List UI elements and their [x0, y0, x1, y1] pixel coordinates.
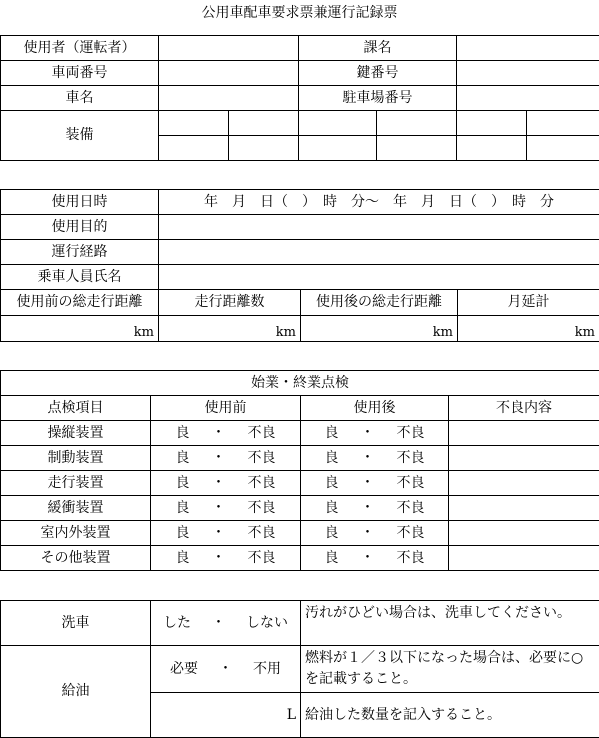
inspection-row	[1, 546, 599, 571]
bad-option[interactable]: 不良	[397, 425, 425, 442]
good-option[interactable]: 良	[176, 475, 190, 492]
separator-dot: ・	[361, 475, 375, 492]
bad-option[interactable]: 不良	[248, 500, 276, 517]
monthly-total-field[interactable]: km	[458, 316, 599, 342]
good-option[interactable]: 良	[325, 475, 339, 492]
separator-dot: ・	[361, 450, 375, 467]
inspection-after-options[interactable]	[301, 446, 449, 471]
purpose-field[interactable]	[159, 215, 599, 240]
liter-field[interactable]: L	[151, 693, 301, 738]
fuel-label: 給油	[1, 646, 151, 738]
parking-no-label: 駐車場番号	[299, 86, 457, 111]
inspection-row	[1, 446, 599, 471]
distance-field[interactable]: km	[159, 316, 301, 342]
separator-dot: ・	[212, 615, 226, 632]
inspection-before-options[interactable]	[151, 521, 301, 546]
bad-option[interactable]: 不良	[248, 450, 276, 467]
equipment-field[interactable]	[457, 136, 527, 161]
odo-after-field[interactable]: km	[301, 316, 458, 342]
inspection-before-options[interactable]	[151, 446, 301, 471]
datetime-field[interactable]	[159, 190, 599, 215]
fuel-options[interactable]	[151, 646, 301, 693]
odo-before-label: 使用前の総走行距離	[1, 290, 159, 316]
defect-field[interactable]	[449, 471, 599, 496]
inspection-table	[0, 370, 599, 571]
liter-note: 給油した数量を記入すること。	[301, 693, 599, 738]
good-option[interactable]: 良	[176, 550, 190, 567]
inspection-item-label: 制動装置	[1, 446, 151, 471]
inspection-after-options[interactable]	[301, 471, 449, 496]
good-option[interactable]: 良	[325, 525, 339, 542]
bad-option[interactable]: 不良	[248, 425, 276, 442]
bad-option[interactable]: 不良	[397, 450, 425, 467]
dept-field[interactable]	[457, 36, 599, 61]
equipment-field[interactable]	[159, 136, 229, 161]
separator-dot: ・	[212, 500, 226, 517]
wash-note: 汚れがひどい場合は、洗車してください。	[301, 601, 599, 646]
inspection-header: 始業・終業点検	[1, 371, 599, 396]
inspection-after-options[interactable]	[301, 421, 449, 446]
inspection-after-options[interactable]	[301, 496, 449, 521]
key-no-label: 鍵番号	[299, 61, 457, 86]
wash-not-option[interactable]: しない	[246, 615, 288, 632]
distance-label: 走行距離数	[159, 290, 301, 316]
equipment-field[interactable]	[377, 111, 457, 136]
inspection-row	[1, 496, 599, 521]
equipment-field[interactable]	[299, 111, 377, 136]
monthly-total-label: 月延計	[458, 290, 599, 316]
purpose-label: 使用目的	[1, 215, 159, 240]
defect-field[interactable]	[449, 446, 599, 471]
vehicle-info-table	[0, 35, 599, 161]
wash-fuel-table	[0, 600, 599, 738]
inspection-item-label: 緩衝装置	[1, 496, 151, 521]
vehicle-no-field[interactable]	[159, 61, 299, 86]
inspection-before-options[interactable]	[151, 471, 301, 496]
good-option[interactable]: 良	[325, 550, 339, 567]
user-label: 使用者（運転者）	[1, 36, 159, 61]
equipment-field[interactable]	[527, 136, 599, 161]
inspection-row	[1, 471, 599, 496]
fuel-needed-option[interactable]: 必要	[170, 661, 198, 678]
equipment-field[interactable]	[299, 136, 377, 161]
datetime-template: 年 月 日（ ） 時 分〜 年 月 日（ ） 時 分	[204, 194, 554, 211]
datetime-label: 使用日時	[1, 190, 159, 215]
passengers-label: 乗車人員氏名	[1, 265, 159, 290]
good-option[interactable]: 良	[325, 450, 339, 467]
bad-option[interactable]: 不良	[248, 475, 276, 492]
separator-dot: ・	[212, 475, 226, 492]
route-field[interactable]	[159, 240, 599, 265]
col-after-header: 使用後	[301, 396, 449, 421]
col-item-header: 点検項目	[1, 396, 151, 421]
defect-field[interactable]	[449, 421, 599, 446]
separator-dot: ・	[212, 450, 226, 467]
car-name-field[interactable]	[159, 86, 299, 111]
bad-option[interactable]: 不良	[248, 525, 276, 542]
fuel-unneeded-option[interactable]: 不用	[253, 661, 281, 678]
inspection-before-options[interactable]	[151, 546, 301, 571]
separator-dot: ・	[361, 425, 375, 442]
form-title: 公用車配車要求票兼運行記録票	[0, 2, 599, 22]
separator-dot: ・	[212, 425, 226, 442]
wash-options[interactable]	[151, 601, 301, 646]
route-label: 運行経路	[1, 240, 159, 265]
good-option[interactable]: 良	[176, 425, 190, 442]
bad-option[interactable]: 不良	[397, 550, 425, 567]
good-option[interactable]: 良	[176, 450, 190, 467]
bad-option[interactable]: 不良	[248, 550, 276, 567]
separator-dot: ・	[212, 525, 226, 542]
separator-dot: ・	[219, 661, 233, 678]
defect-field[interactable]	[449, 521, 599, 546]
separator-dot: ・	[361, 550, 375, 567]
equipment-field[interactable]	[229, 136, 299, 161]
vehicle-no-label: 車両番号	[1, 61, 159, 86]
equipment-field[interactable]	[527, 111, 599, 136]
good-option[interactable]: 良	[325, 500, 339, 517]
separator-dot: ・	[361, 500, 375, 517]
dept-label: 課名	[299, 36, 457, 61]
good-option[interactable]: 良	[176, 525, 190, 542]
inspection-item-label: その他装置	[1, 546, 151, 571]
good-option[interactable]: 良	[325, 425, 339, 442]
key-no-field[interactable]	[457, 61, 599, 86]
equipment-field[interactable]	[229, 111, 299, 136]
inspection-item-label: 室内外装置	[1, 521, 151, 546]
bad-option[interactable]: 不良	[397, 525, 425, 542]
separator-dot: ・	[361, 525, 375, 542]
user-field[interactable]	[159, 36, 299, 61]
wash-label: 洗車	[1, 601, 151, 646]
fuel-note: 燃料が１／３以下になった場合は、必要に○を記載すること。	[301, 646, 599, 693]
parking-no-field[interactable]	[457, 86, 599, 111]
bad-option[interactable]: 不良	[397, 500, 425, 517]
inspection-row	[1, 421, 599, 446]
usage-table	[0, 189, 599, 342]
passengers-field[interactable]	[159, 265, 599, 290]
defect-field[interactable]	[449, 496, 599, 521]
equipment-field[interactable]	[159, 111, 229, 136]
inspection-after-options[interactable]	[301, 546, 449, 571]
good-option[interactable]: 良	[176, 500, 190, 517]
inspection-item-label: 走行装置	[1, 471, 151, 496]
inspection-row	[1, 521, 599, 546]
wash-done-option[interactable]: した	[163, 615, 191, 632]
bad-option[interactable]: 不良	[397, 475, 425, 492]
inspection-after-options[interactable]	[301, 521, 449, 546]
inspection-item-label: 操縦装置	[1, 421, 151, 446]
inspection-before-options[interactable]	[151, 421, 301, 446]
odo-after-label: 使用後の総走行距離	[301, 290, 458, 316]
equipment-field[interactable]	[457, 111, 527, 136]
inspection-before-options[interactable]	[151, 496, 301, 521]
equipment-field[interactable]	[377, 136, 457, 161]
equipment-label: 装備	[1, 111, 159, 161]
odo-before-field[interactable]: km	[1, 316, 159, 342]
col-before-header: 使用前	[151, 396, 301, 421]
separator-dot: ・	[212, 550, 226, 567]
defect-field[interactable]	[449, 546, 599, 571]
col-defect-header: 不良内容	[449, 396, 599, 421]
car-name-label: 車名	[1, 86, 159, 111]
